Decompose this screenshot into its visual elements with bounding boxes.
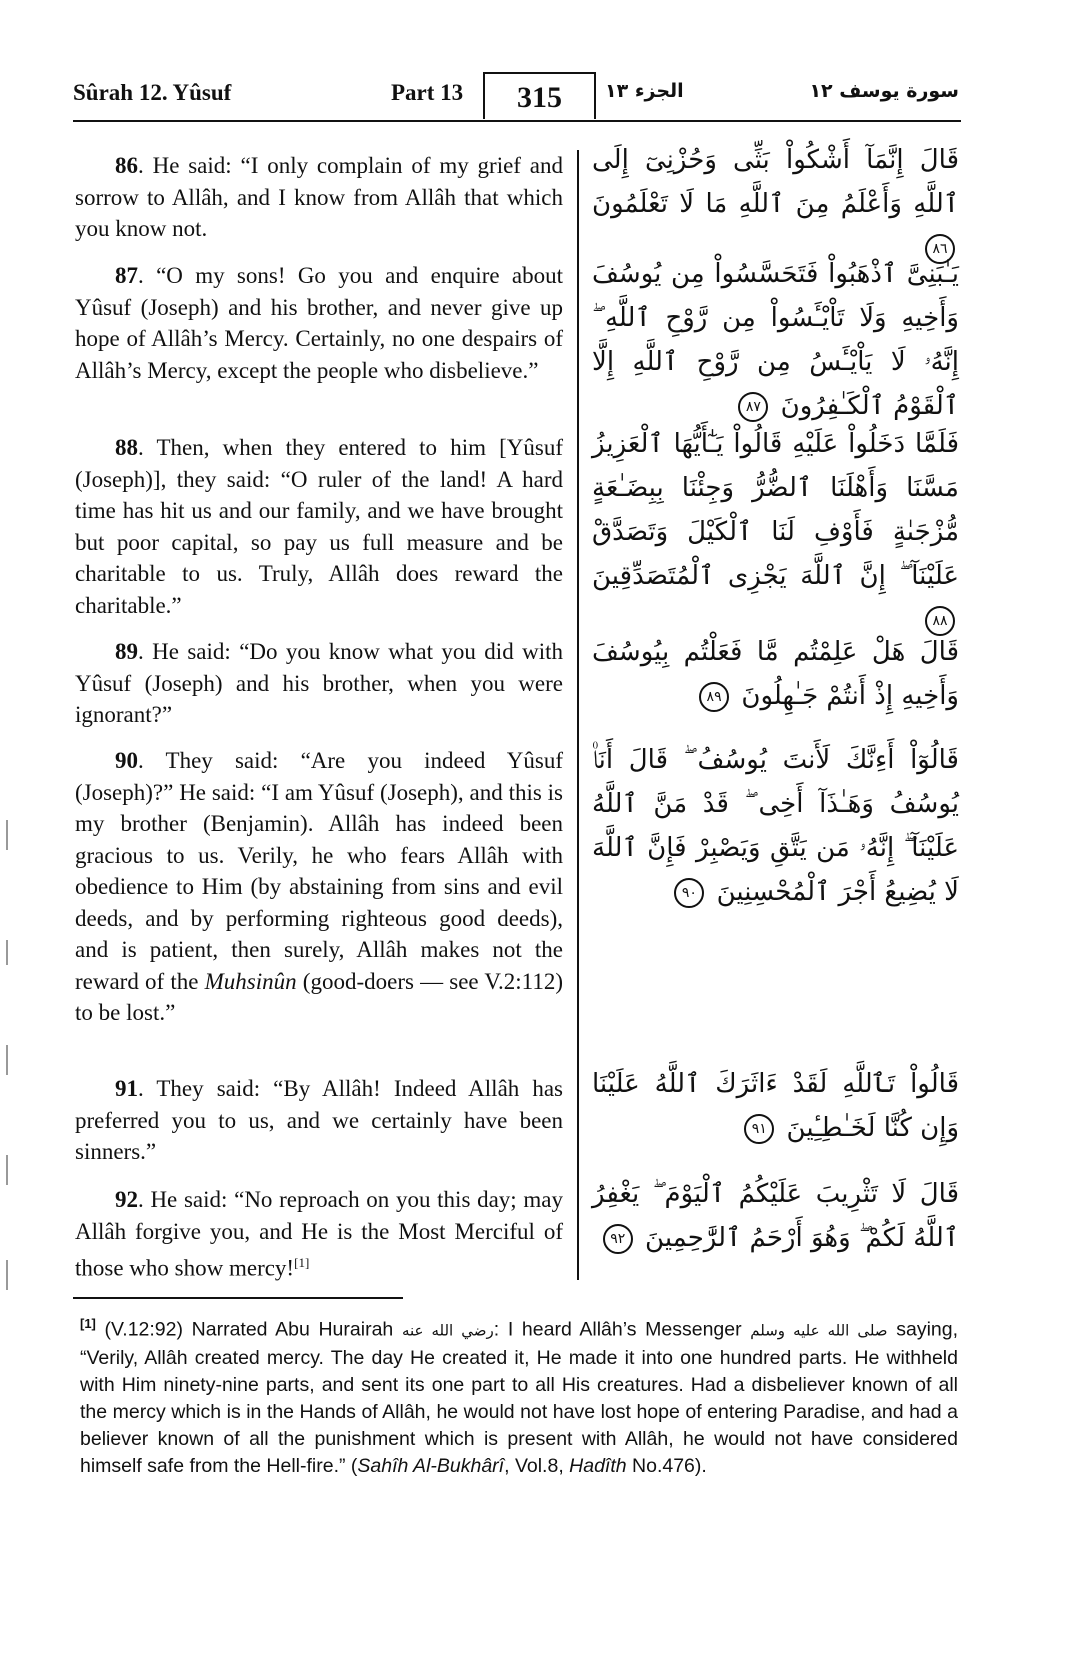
header-rule — [73, 120, 961, 122]
arabic-text: قَالُوٓاْ أَءِنَّكَ لَأَنتَ يُوسُفُ ۖ قَالَ أَنَا۠ يُوسُفُ وَهَـٰذَآ أَخِى ۖ قَدْ مَنَّ ٱللَّهُ عَلَيْنَآ ۖ إِنَّهُۥ مَن يَتَّقِ وَيَصْبِرْ فَإِنَّ ٱللَّهَ لَا يُضِيعُ أَجْرَ ٱلْمُحْسِنِينَ — [592, 745, 959, 907]
ayah-number-marker: ٨٩ — [699, 682, 729, 712]
arabic-text: فَلَمَّا دَخَلُواْ عَلَيْهِ قَالُواْ يَـٰٓأَيُّهَا ٱلْعَزِيزُ مَسَّنَا وَأَهْلَنَا ٱلضُّرُّ وَجِئْنَا بِبِضَـٰعَةٍ مُّزْجَىٰةٍ فَأَوْفِ لَنَا ٱلْكَيْلَ وَتَصَدَّقْ عَلَيْنَآ ۖ إِنَّ ٱللَّهَ يَجْزِى ٱلْمُتَصَدِّقِينَ — [592, 429, 959, 591]
verse-ar-88 — [592, 422, 959, 642]
arabic-text: قَالُواْ تَٱللَّهِ لَقَدْ ءَاثَرَكَ ٱللَّهُ عَلَيْنَا وَإِن كُنَّا لَخَـٰطِـِٔينَ — [592, 1069, 959, 1143]
surah-title-ar: سورة يوسف ١٢ — [809, 80, 959, 102]
verse-ar-90 — [592, 738, 959, 914]
footnote-marker: [1] — [80, 1316, 96, 1331]
verse-ar-91 — [592, 1062, 959, 1150]
page-number: 315 — [483, 72, 596, 119]
footnote-hadith-label: Hadîth — [569, 1454, 627, 1477]
footnote-text: saying, “Verily, Allâh created mercy. The day He created it, He made it into one hundred parts. He withheld with Him ninety-nine parts, and sent its one part to all His creatures. Had a disbeliever known of all the mercy which is in the Hands of Allâh, he would not have lost hope of entering Paradise, and had a believer known of all the punishment which is present with Allâh, he would not have considered himself safe from the Hell-fire.” ( — [80, 1318, 959, 1477]
arabic-text: قَالَ إِنَّمَآ أَشْكُواْ بَثِّى وَحُزْنِىٓ إِلَى ٱللَّهِ وَأَعْلَمُ مِنَ ٱللَّهِ مَا لَا تَعْلَمُونَ — [592, 145, 959, 219]
verse-number: 90 — [115, 748, 138, 773]
verse-number: 92 — [115, 1187, 138, 1212]
footnote-rule — [73, 1297, 403, 1299]
verse-en-91 — [75, 1073, 563, 1168]
verse-en-89 — [75, 636, 563, 731]
verse-italic-term: Muhsinûn — [204, 968, 297, 994]
verse-text: . Then, when they entered to him [Yûsuf (Joseph)], they said: “O ruler of the land! A hard time has hit us and our family, and we have brought but poor capital, so pay us full measure and be charitable to us. Truly, Allâh does reward the charitable.” — [75, 435, 563, 618]
footnote-arabic-honorific: رضي الله عنه — [401, 1321, 494, 1340]
verse-en-88 — [75, 432, 563, 621]
juz-label-ar: الجزء ١٣ — [605, 80, 684, 102]
footnote-text: , Vol.8, — [504, 1454, 570, 1477]
verse-text: . They said: “By Allâh! Indeed Allâh has preferred you to us, and we certainly have been sinners.” — [75, 1076, 563, 1164]
verse-en-90 — [75, 745, 563, 1029]
verse-text: . “O my sons! Go you and enquire about Yûsuf (Joseph) and his brother, and never give up hope of Allâh’s Mercy. Certainly, no one despairs of Allâh’s Mercy, except the people who disbelieve.” — [75, 263, 563, 383]
ayah-number-marker: ٨٨ — [925, 606, 955, 636]
scan-edge-mark — [6, 1045, 8, 1075]
verse-en-92 — [75, 1184, 563, 1284]
verse-number: 89 — [115, 639, 138, 664]
column-separator — [577, 150, 579, 1280]
footnote-source: Sahîh Al-Bukhârî — [357, 1454, 505, 1477]
footnote-text: : I heard Allâh’s Messenger — [493, 1318, 751, 1341]
ayah-number-marker: ٩١ — [744, 1114, 774, 1144]
verse-number: 88 — [115, 435, 138, 460]
surah-title-en: Sûrah 12. Yûsuf — [73, 80, 232, 105]
ayah-number-marker: ٩٢ — [603, 1224, 633, 1254]
verse-ar-89 — [592, 630, 959, 718]
page-header — [73, 72, 959, 124]
verse-text: . He said: “I only complain of my grief and sorrow to Allâh, and I know from Allâh that which you know not. — [75, 153, 563, 241]
verse-number: 87 — [115, 263, 138, 288]
footnote — [80, 1310, 958, 1480]
verse-text: (good-doers — see V.2:112) to be lost.” — [75, 968, 563, 1025]
ayah-number-marker: ٩٠ — [674, 878, 704, 908]
arabic-text: قَالَ لَا تَثْرِيبَ عَلَيْكُمُ ٱلْيَوْمَ ۖ يَغْفِرُ ٱللَّهُ لَكُمْ ۖ وَهُوَ أَرْحَمُ ٱلرَّٰحِمِينَ — [592, 1179, 959, 1253]
footnote-text: No.476). — [626, 1454, 707, 1477]
verse-text: . He said: “No reproach on you this day; may Allâh forgive you, and He is the Most Merciful of those who show mercy! — [75, 1187, 563, 1281]
verse-ar-86 — [592, 138, 959, 270]
verse-text: . He said: “Do you know what you did with Yûsuf (Joseph) and his brother, when you were ignorant?” — [75, 639, 563, 727]
footnote-text: (V.12:92) Narrated Abu Hurairah — [95, 1318, 402, 1341]
verse-ar-87 — [592, 252, 959, 428]
verse-number: 86 — [115, 153, 138, 178]
footnote-reference[interactable]: [1] — [294, 1255, 310, 1270]
arabic-text: قَالَ هَلْ عَلِمْتُم مَّا فَعَلْتُم بِيُوسُفَ وَأَخِيهِ إِذْ أَنتُمْ جَـٰهِلُونَ — [592, 637, 959, 711]
ayah-number-marker: ٨٧ — [738, 392, 768, 422]
verse-en-86 — [75, 150, 563, 245]
scan-edge-mark — [6, 1260, 8, 1290]
scan-edge-mark — [6, 820, 8, 850]
footnote-arabic-salutation: صلى الله عليه وسلم — [750, 1321, 888, 1340]
verse-ar-92 — [592, 1172, 959, 1260]
scan-edge-mark — [6, 1155, 8, 1185]
part-label-en: Part 13 — [391, 80, 464, 105]
arabic-text: يَـٰبَنِىَّ ٱذْهَبُواْ فَتَحَسَّسُواْ مِن يُوسُفَ وَأَخِيهِ وَلَا تَاْيْـَٔسُواْ مِن رَّوْحِ ٱللَّهِ ۖ إِنَّهُۥ لَا يَاْيْـَٔسُ مِن رَّوْحِ ٱللَّهِ إِلَّا ٱلْقَوْمُ ٱلْكَـٰفِرُونَ — [592, 259, 959, 421]
scan-edge-mark — [6, 940, 8, 965]
verse-number: 91 — [115, 1076, 138, 1101]
ayah-number-marker: ٨٦ — [925, 234, 955, 264]
verse-en-87 — [75, 260, 563, 386]
verse-text: . They said: “Are you indeed Yûsuf (Joseph)?” He said: “I am Yûsuf (Joseph), and this is my brother (Benjamin). Allâh has indeed been gracious to us. Verily, he who fears Allâh with obedience to Him (by abstaining from sins and evil deeds, and by performing righteous good deeds), and is patient, then surely, Allâh makes not the reward of the — [75, 748, 563, 994]
